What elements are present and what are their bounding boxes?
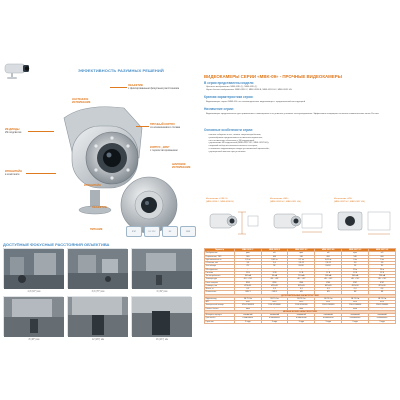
table-cell: 90 мА [261,275,288,278]
table-cell: Ø70×65 [315,284,342,287]
table-cell: -40…+50° [369,278,396,281]
table-cell: Параметр [205,249,235,252]
table-cell: 3 года [369,320,396,323]
table-cell: авто [235,307,262,310]
table-cell: в комплекте [261,317,288,320]
table-cell: IP66 [315,281,342,284]
table-cell: 3,6 [369,262,396,265]
ir-badge: ИК [162,226,178,237]
table-cell: 20 м [369,268,396,271]
callout-wall-mount: НАСТЕННОЕ ИСПОЛНЕНИЕ [72,98,91,104]
fov-photo: 12 (26°) мм [67,296,127,336]
table-cell: MBK-0937 НS [369,249,396,252]
summary-text: Видеокамеры серии «MBK-09» это антивандальные видеокамеры с продолженной конструкцией [206,101,306,103]
table-cell: в комплекте [315,317,342,320]
table-cell: -40…+50° [235,278,262,281]
table-cell: 600 [261,255,288,258]
table-cell: Ток потребления [205,275,235,278]
table-cell: цвет [288,252,315,255]
table-cell: - [235,268,262,271]
table-cell: 93-26° [288,265,315,268]
table-cell: 0,1 лк [235,258,262,261]
table-row [205,320,396,323]
callout-dome: ШАРОВОЕ ИСПОЛНЕНИЕ [172,163,191,169]
table-cell: 3 года [315,320,342,323]
model-label: Исполнение «ОКЕ 3» (MBK-0930 С, MBK-0930 В) [206,198,234,203]
table-cell: 300 мА [342,275,369,278]
table-cell: 12 В [315,271,342,274]
table-cell: - [315,268,342,271]
table-cell: Масса, кг [205,288,235,291]
table-cell: авто [288,307,315,310]
table-cell: алюминий [315,314,342,317]
table-cell: -40…+50° [342,278,369,281]
fov-photo: 6 (49°) мм [131,248,191,288]
table-cell: 12 В [369,271,396,274]
table-cell: -40…+50° [315,278,342,281]
model-drawing [206,208,262,238]
table-cell: 540 [235,255,262,258]
table-cell: 0 лк [369,258,396,261]
table-cell: алюминий [369,314,396,317]
table-cell: ч/б [369,252,396,255]
table-cell: 1В 75 Ом [261,297,288,300]
table-cell: 0,3 [235,288,262,291]
table-cell: 100 мА [315,275,342,278]
table-cell: 12 В [288,271,315,274]
table-cell: 1В 75 Ом [235,297,262,300]
table-cell: 12 В [261,271,288,274]
models-subheading: В серии представлены модели [204,81,254,85]
table-cell: 290 мА [369,275,396,278]
table-cell: 20 м [342,268,369,271]
table-cell: ИК [369,291,396,294]
table-cell: Электронный затвор [205,304,235,307]
table-cell: 600 [369,255,396,258]
spec-table [204,248,396,324]
callout-bracket-2: КРОНШТЕЙН [84,184,101,187]
table-cell: Ø70×90 [342,284,369,287]
list-item: • упрощенный монтаж при установке. [208,150,247,153]
table-cell: 0,3 [315,288,342,291]
table-cell: 3 года [261,320,288,323]
table-cell: IP67 [369,281,396,284]
table-cell: 78° [235,265,262,268]
table-cell: в комплекте [369,317,396,320]
table-section-band: ДОПОЛНИТЕЛЬНЫЕ ХАРАКТЕРИСТИКИ [205,294,396,297]
table-cell: 1В 75 Ом [342,297,369,300]
table-cell: 0,01 лк [315,258,342,261]
table-cell: 1/50-1/100000 [261,304,288,307]
table-cell: 2,8-12 [288,262,315,265]
fov-photo: 8 (38°) мм [3,296,63,336]
table-cell: цвет [235,252,262,255]
left-page [0,56,200,346]
table-cell: 100 мА [235,275,262,278]
list-item: • малые габариты и вес, низкое энергопотребление; [208,134,262,136]
table-cell: алюминий [261,314,288,317]
table-cell: 78° [261,265,288,268]
purpose-text: Видеокамеры предназначены для применения в помещениях и на уличных условиях эксплуатирования. Эффективно защищают во многих климатических зонах России. [206,113,380,115]
table-cell: - [261,307,288,310]
table-cell: в комплекте [288,317,315,320]
callout-heated-housing: КОРПУС „ЗИМ“ с термостатированием [150,146,178,152]
table-cell: Чувствительность [205,258,235,261]
list-item: • управление ИК-подсветкой (MBK-0937 НС, MBK-0937 НS); [208,142,269,145]
table-cell: 1/50-1/100000 [315,304,342,307]
fov-photo: 2,8 (93°) мм [3,248,63,288]
table-cell: Класс защиты [205,281,235,284]
table-cell: 2,8-12 [315,262,342,265]
table-cell: Размеры, мм [205,284,235,287]
table-cell: 78° [369,265,396,268]
callout-lens: ОБЪЕКТИВ с фиксированным фокусным расстоянием [128,84,180,90]
table-cell: Питание [205,271,235,274]
table-cell: ИК-подсветка [205,268,235,271]
table-cell: 3 года [288,320,315,323]
fov-photo: 3,6 (78°) мм [67,248,127,288]
table-cell: IP67 [342,281,369,284]
table-cell: в комплекте [342,317,369,320]
table-cell: 600 [315,255,342,258]
features-list [208,134,394,154]
table-cell: 1/50-1/100000 [235,304,262,307]
list-item: • все оптические объективы с ИК-коррекцией; [208,139,255,142]
models-text: Цветного изображения: MBK-09D (L), MBK-09D (L) Черно-белого изображения: MBK-0930 С, MBK-0930 В, MBK-0931 НС, MBK-0931 НS [206,86,292,91]
table-cell: MBK-0930 В [261,249,288,252]
callout-housing: ПРОЧНЫЙ КОРПУС из алюминиевого сплава [150,123,181,129]
purpose-subheading: Назначение серии: [204,107,234,111]
table-cell: есть [342,301,369,304]
table-cell: алюминий [342,314,369,317]
table-cell: 540 [288,255,315,258]
table-cell: есть [288,301,315,304]
ip67-badge: IP67 [126,226,142,237]
table-cell: цвет [342,252,369,255]
table-cell: ОКЕ 3 [261,291,288,294]
table-cell: 93-26° [315,265,342,268]
table-cell: Гарантия [205,320,235,323]
list-item: • в комплект видеокамеры входит установочный кронштейн; [208,147,270,150]
callout-lens-2: ОБЪЕКТИВ [92,206,107,209]
table-cell: Ø70×65 [288,284,315,287]
list-item: • разнообразие предлагаемых оптических вариантов; [208,136,263,139]
table-cell: MBK-0937 НС [342,249,369,252]
table-cell: М3 [315,291,342,294]
table-cell: ч/б [315,252,342,255]
table-cell: Изображение [205,252,235,255]
table-cell: М3 [288,291,315,294]
model-drawing [270,208,326,238]
table-cell: 110 мА [288,275,315,278]
bullet-camera-image [3,60,33,82]
dnr-badge: DNR [180,226,196,237]
callout-bracket: КРОНШТЕЙН в комплекте [5,170,22,176]
table-cell: 12 В [342,271,369,274]
table-cell: 1В 75 Ом [369,297,396,300]
summary-subheading: Краткая характеристика серии: [204,95,254,99]
table-cell: 3,6 [342,262,369,265]
table-cell: - [369,307,396,310]
table-cell: 1/50-1/100000 [369,304,396,307]
table-cell: 0,01 лк [261,258,288,261]
table-cell: IP66 [235,281,262,284]
table-cell: IP66 [288,281,315,284]
table-cell: 1/50-1/100000 [342,304,369,307]
series-heading: ВИДЕОКАМЕРЫ СЕРИИ «MBK-09» - ПРОЧНЫЕ ВИДЕОКАМЕРЫ [204,74,342,79]
model-label: Исполнение «ИК» (MBK-0937 НС, MBK-0937 НS) [334,198,365,203]
table-cell: есть [369,301,396,304]
table-cell: 0,4 [369,288,396,291]
table-cell: - [315,307,342,310]
table-cell: 78° [342,265,369,268]
list-item: • широкий набор высококачественных сенсоров; [208,145,258,148]
table-cell: есть [315,301,342,304]
table-cell: 1В 75 Ом [288,297,315,300]
table-cell: Исполнение [205,291,235,294]
table-cell: ОКЕ 3 [235,291,262,294]
table-cell: -40…+50° [288,278,315,281]
table-cell: 0,1 лк [288,258,315,261]
table-cell: Видеовыход [205,297,235,300]
table-cell: 0,3 [288,288,315,291]
table-cell: Ø70×65 [235,284,262,287]
section-heading: ЭФФЕКТИВНОСТЬ РАЗУМНЫХ РЕШЕНИЙ [78,68,164,73]
model-drawing [334,208,394,238]
table-cell: Угол обзора [205,265,235,268]
table-cell: Объектив, мм [205,262,235,265]
table-cell: авто [342,307,369,310]
table-cell: - [288,268,315,271]
table-cell: Баланс белого [205,307,235,310]
model-label: Исполнение «M3» (MBK-0931 НС, MBK-0931 НS) [270,198,301,203]
table-cell: - [261,268,288,271]
table-cell: ч/б [261,252,288,255]
table-cell: Материал корпуса [205,314,235,317]
table-cell: 12 В [235,271,262,274]
table-cell: 3,6 [235,262,262,265]
table-section-band: МЕХАНИЧЕСКИЕ ХАРАКТЕРИСТИКИ [205,310,396,313]
table-cell: ИК [342,291,369,294]
table-cell: 3 года [235,320,262,323]
table-cell: алюминий [235,314,262,317]
table-cell: MBK-0930 С [235,249,262,252]
table-cell: Кронштейн [205,317,235,320]
table-cell: 540 [342,255,369,258]
table-cell: MBK-0931 НС [288,249,315,252]
table-cell: есть [235,301,262,304]
table-cell: АРУ [205,301,235,304]
table-cell: есть [261,301,288,304]
power-badge: DC 12V [144,226,160,237]
table-cell: Разрешение, ТВЛ [205,255,235,258]
table-cell: 1/50-1/100000 [288,304,315,307]
table-cell: -40…+50° [261,278,288,281]
fov-heading: ДОСТУПНЫЕ ФОКУСНЫЕ РАССТОЯНИЯ ОБЪЕКТИВА [3,242,110,247]
table-cell: IP66 [261,281,288,284]
table-cell: в комплекте [235,317,262,320]
fov-photo: 16 (21°) мм [131,296,191,336]
table-cell: MBK-0931 НS [315,249,342,252]
table-cell: 3 года [342,320,369,323]
table-cell: 0,4 [342,288,369,291]
table-cell: Ø70×90 [369,284,396,287]
right-page [202,56,398,346]
table-cell: 0 лк [342,258,369,261]
table-cell: Температура [205,278,235,281]
table-cell: 1В 75 Ом [315,297,342,300]
table-cell: 3,6 [261,262,288,265]
callout-ir-diodes: ИК-ДИОДЫ ИК-подсветки [5,128,22,134]
table-cell: Ø70×65 [261,284,288,287]
table-cell: 0,3 [261,288,288,291]
features-subheading: Основные особенности серии: [204,128,254,132]
callout-power: ПИТАНИЕ [90,228,103,231]
table-cell: алюминий [288,314,315,317]
